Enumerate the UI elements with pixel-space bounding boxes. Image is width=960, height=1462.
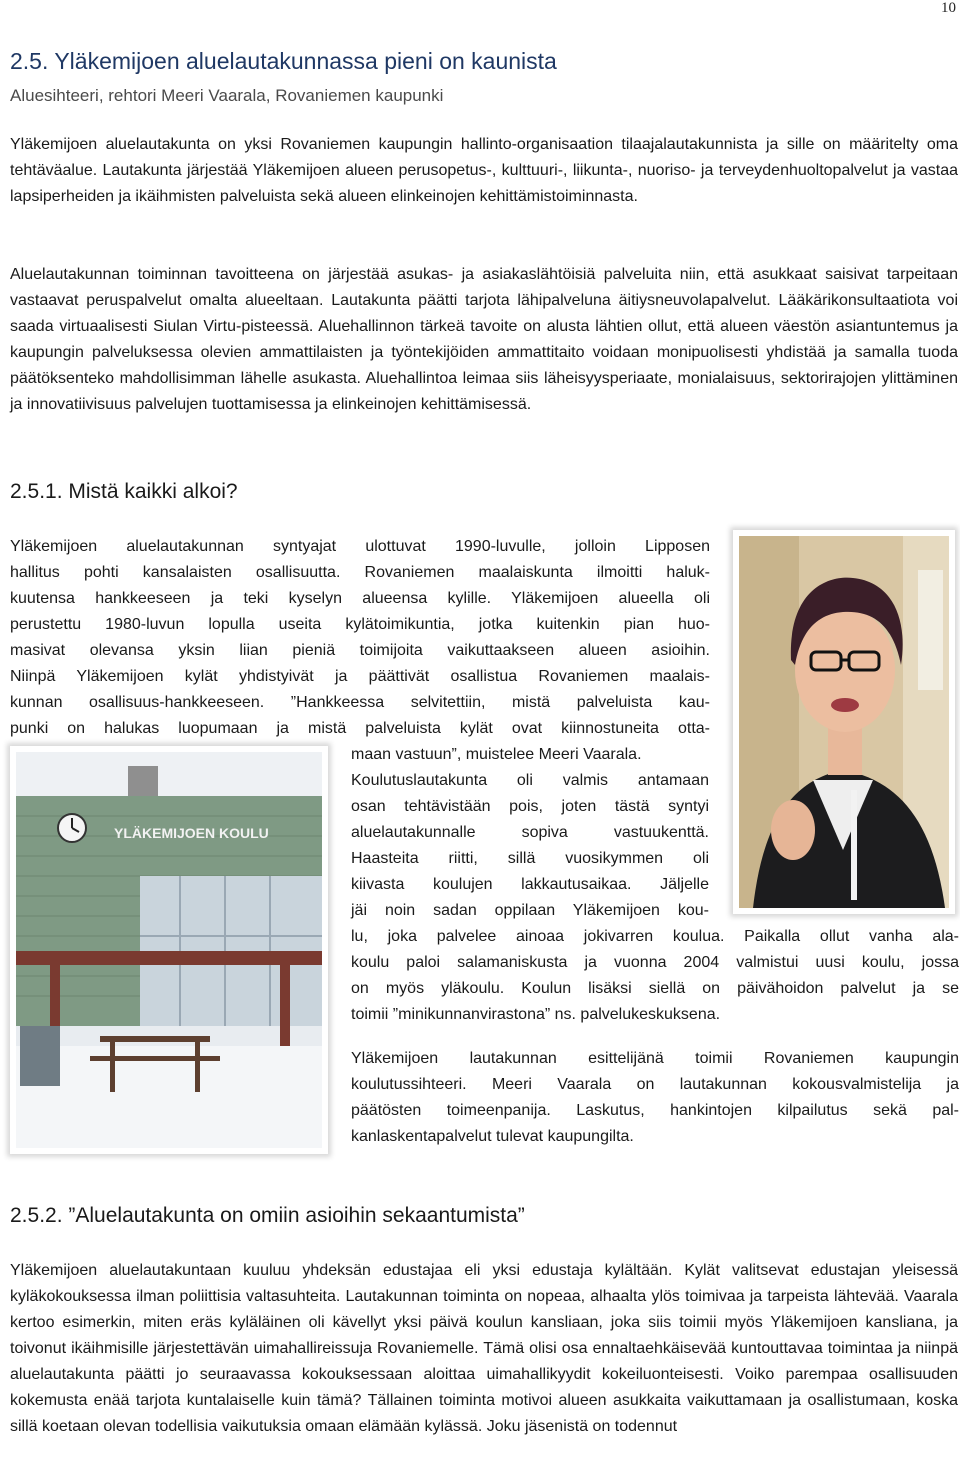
byline: Aluesihteeri, rehtori Meeri Vaarala, Rovaniemen kaupunki bbox=[10, 86, 444, 105]
text-line: Haasteita riitti, sillä vuosikymmen oli bbox=[351, 850, 709, 867]
presenter-text bbox=[351, 1046, 959, 1150]
subsection-heading-meddling: 2.5.2. ”Aluelautakunta on omiin asioihin sekaantumista” bbox=[10, 1204, 525, 1227]
text-line: päätösten toimeenpanija. Laskutus, hankintojen kilpailutus sekä pal- bbox=[351, 1102, 959, 1119]
text-line: Koulutuslautakunta oli valmis antamaan bbox=[351, 772, 709, 789]
text-line: lu, joka palvelee ainoaa jokivarren koulua. Paikalla ollut vanha ala- bbox=[351, 928, 959, 945]
text-line: masivat olevansa yksin liian pieniä toimijoita vaikuttaakseen alueen asioihin. bbox=[10, 642, 710, 659]
text-line: perustettu 1980-luvun lopulla useita kylätoimikuntia, jotka kuitenkin pian huo- bbox=[10, 616, 710, 633]
portrait-photo bbox=[733, 530, 955, 914]
section-heading: 2.5. Yläkemijoen aluelautakunnassa pieni on kaunista bbox=[10, 48, 557, 74]
text-line: Niinpä Yläkemijoen kylät yhdistyivät ja päättivät osallistua Rovaniemen maalais- bbox=[10, 668, 710, 685]
text-line: kuutensa hankkeeseen ja teki kyselyn alueensa kylille. Yläkemijoen alueella oli bbox=[10, 590, 710, 607]
school-sign-text: YLÄKEMIJOEN KOULU bbox=[114, 825, 269, 841]
school-photo-image bbox=[10, 746, 328, 1154]
text-line: Yläkemijoen aluelautakunnan syntyajat ulottuvat 1990-luvulle, jolloin Lipposen bbox=[10, 538, 710, 555]
page-number: 10 bbox=[941, 0, 956, 16]
school-photo bbox=[10, 746, 328, 1154]
origins-text-lower bbox=[351, 924, 959, 1028]
text-line: punki on halukas luopumaan ja mistä palveluista kylät ovat kiinnostuneita otta- bbox=[10, 720, 710, 737]
text-line: aluelautakunnalle sopiva vastuukenttä. bbox=[351, 824, 709, 841]
text-line: toimii ”minikunnanvirastona” ns. palvelukeskuksena. bbox=[351, 1006, 721, 1023]
text-line: maan vastuun”, muistelee Meeri Vaarala. bbox=[351, 746, 642, 763]
text-line: kanlaskentapalvelut tulevat kaupungilta. bbox=[351, 1128, 634, 1145]
origins-text-upper bbox=[10, 534, 710, 742]
representation-paragraph: Yläkemijoen aluelautakuntaan kuuluu yhdeksän edustajaa eli yksi edustaja kylältään. Kylät valitsevat edustajan yleisessä kyläkokouksessa ilman poliittisia valtasuhteita. Lautakunnan toiminta on nopeaa, alhaalta ylös toimivaa ja tarpeista lähtevää. Vaarala kertoo esimerkin, miten eräs kyläläinen oli kävellyt yksi päivä koulun kansliaan, joka siis toimii myös Yläkemijoen kansliana, ja toivonut ikäihmisille järjestettävän uimahallireissuja Rovaniemelle. Tämä olisi osa ennaltaehkäisevää kuntouttavaa toimintaa ja niinpä aluelautakunta päätti jo seuraavassa kokouksessaan aloittaa uimahallikyydit kokeiluonteisesti. Voiko parempaa osallisuuden kokemusta enää tarjota kuntalaiselle kuin tämä? Tällainen toiminta motivoi alueen asukkaita vaikuttamaan ja osallistumaan, koska sillä koetaan olevan todellisia vaikutuksia omaan elämään kylässä. Joku jäsenistä on todennut bbox=[10, 1262, 958, 1435]
goals-paragraph: Aluelautakunnan toiminnan tavoitteena on järjestää asukas- ja asiakaslähtöisiä palveluita niin, että asukkaat saisivat tarpeitaan vastaavat peruspalvelut omalta alueeltaan. Lautakunta päätti tarjota lähipalveluna äitiysneuvolapalvelut. Lääkärikonsultaatiota voi saada virtuaalisesti Siulan Virtu-pisteessä. Aluehallinnon tärkeä tavoite on alusta lähtien ollut, että alueen väestön asiantuntemus ja kaupungin palveluksessa olevien ammattilaisten ja työntekijöiden ammattitaito voidaan monipuolisesti yhdistää ja samalla tuoda päätöksenteko mahdollisimman lähelle asukasta. Aluehallintoa leimaa siis läheisyysperiaate, monialaisuus, sektorirajojen ylittäminen ja innovatiivisuus palvelujen tuottamisessa ja elinkeinojen kehittämisessä. bbox=[10, 266, 958, 413]
text-line: koulu paloi salamaniskusta ja vuonna 2004 valmistui uusi koulu, jossa bbox=[351, 954, 959, 971]
text-line: kunnan osallisuus-hankkeeseen. ”Hankkeessa selvitettiin, mistä palveluista kau- bbox=[10, 694, 710, 711]
text-line: on myös yläkoulu. Koulun lisäksi siellä on päivähoidon palvelut ja se bbox=[351, 980, 959, 997]
portrait-photo-image bbox=[733, 530, 955, 914]
subsection-heading-origins: 2.5.1. Mistä kaikki alkoi? bbox=[10, 480, 238, 503]
text-line: kiivasta koulujen lakkautusaikaa. Jäljelle bbox=[351, 876, 709, 893]
text-line: Yläkemijoen lautakunnan esittelijänä toimii Rovaniemen kaupungin bbox=[351, 1050, 959, 1067]
origins-text-middle bbox=[351, 742, 709, 924]
intro-paragraph: Yläkemijoen aluelautakunta on yksi Rovaniemen kaupungin hallinto-organisaation tilaajalautakunnista ja sille on määritelty oma tehtäväalue. Lautakunta järjestää Yläkemijoen alueen perusopetus-, kulttuuri-, liikunta-, nuoriso- ja terveydenhuoltopalvelut ja vastaa lapsiperheiden ja ikäihmisten palveluista sekä alueen elinkeinojen kehittämistoiminnasta. bbox=[10, 136, 958, 205]
text-line: osan tehtävistään pois, joten tästä syntyi bbox=[351, 798, 709, 815]
text-line: hallitus pohti kansalaisten osallisuutta. Rovaniemen maalaiskunta ilmoitti haluk- bbox=[10, 564, 710, 581]
text-line: koulutussihteeri. Meeri Vaarala on lautakunnan kokousvalmistelija ja bbox=[351, 1076, 959, 1093]
text-line: jäi noin sadan oppilaan Yläkemijoen kou- bbox=[351, 902, 709, 919]
